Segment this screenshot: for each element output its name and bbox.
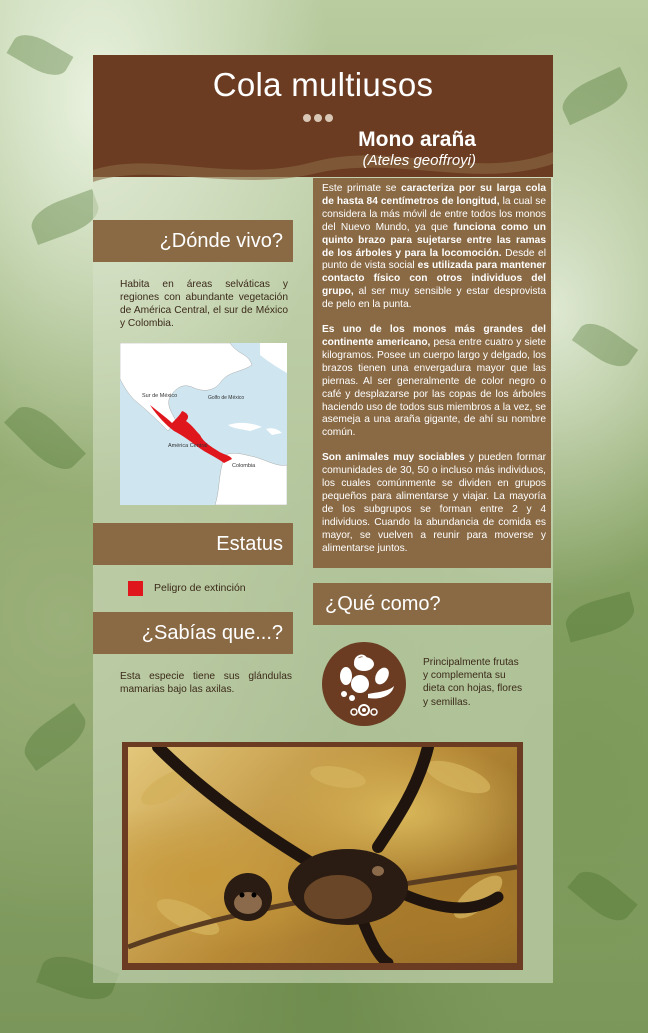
where-heading: ¿Dónde vivo? bbox=[93, 220, 293, 262]
map-label-mexico: Sur de México bbox=[142, 393, 178, 399]
did-you-know-heading: ¿Sabías que...? bbox=[93, 612, 293, 654]
map-label-central: América Central bbox=[168, 443, 208, 449]
status-heading: Estatus bbox=[93, 523, 293, 565]
description-text: Este primate se caracteriza por su larga cola de hasta 84 centímetros de longitud, la cual se considera la más móvil de entre todos los monos del Nuevo Mundo, ya que funciona como un quinto brazo para sujetarse entre las ramas de los árboles y para la locomoción. Desde el punto de vista social es utilizada para mantener contacto físico con otros individuos del grupo, al ser muy sensible y estar desprovista de pelo en la punta. Es uno de los monos más grandes del continente americano, pesa entre cuatro y siete kilogramos. Posee un cuerpo largo y delgado, los brazos tienen una envergadura mayor que las piernas. Al ser generalmente de color negro o café y desplazarse por las copas de los árboles haciendo uso de todos sus miembros a la vez, se asemeja a una araña gigante, de ahí su nombre común. Son animales muy sociables y pueden formar comunidades de 30, 50 o incluso más individuos, los cuales comúnmente se dividen en grupos pequeños para alimentarse y viajar. La mayoría de los subgrupos se forman entre 2 y 4 individuos. Cuando la abundancia de comida es mayor, se vuelven a reunir para moverse y alimentarse juntos. bbox=[322, 183, 546, 554]
food-heading: ¿Qué como? bbox=[313, 583, 551, 625]
status-label: Peligro de extinción bbox=[154, 582, 246, 594]
species-scientific-name: (Ateles geoffroyi) bbox=[362, 152, 476, 169]
status-color-swatch bbox=[128, 581, 143, 596]
food-text: Principalmente frutas y complementa su dieta con hojas, flores y semillas. bbox=[423, 657, 523, 708]
decorative-dots bbox=[303, 109, 343, 119]
map-label-colombia: Colombia bbox=[232, 463, 256, 469]
map-label-gulf: Golfo de México bbox=[208, 395, 245, 401]
fruits-leaves-flowers-icon bbox=[322, 642, 406, 726]
species-common-name: Mono araña bbox=[358, 128, 476, 151]
poster-title: Cola multiusos bbox=[212, 66, 434, 103]
where-text: Habita en áreas selváticas y regiones con abundante vegetación de América Central, el sur de México y Colombia. bbox=[120, 279, 288, 329]
did-you-know-text: Esta especie tiene sus glándulas mamarias bajo las axilas. bbox=[120, 671, 292, 695]
range-map bbox=[120, 343, 287, 505]
spider-monkey-photo bbox=[128, 747, 517, 963]
